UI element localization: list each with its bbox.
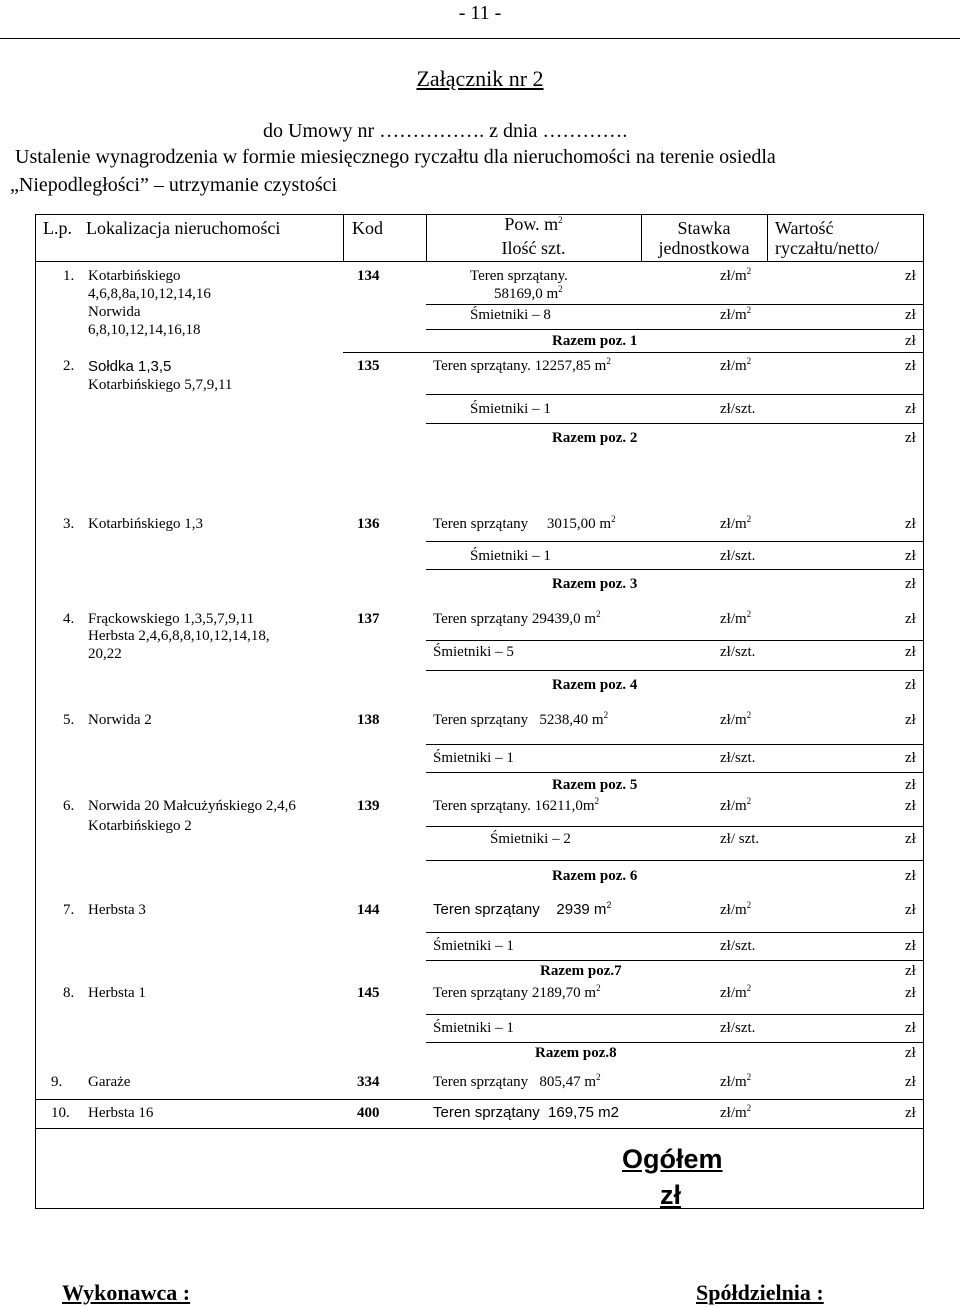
value-currency: zł [905, 307, 916, 323]
value-currency: zł [905, 750, 916, 766]
property-code: 334 [357, 1074, 380, 1090]
unit-rate: $zł/m^2$ [720, 710, 752, 728]
value-currency: zł [905, 798, 916, 814]
unit-rate: $zł/m^2$ [720, 356, 752, 374]
value-currency: zł [905, 985, 916, 1001]
header-location: Lokalizacja nieruchomości [86, 218, 281, 238]
location-line: Herbsta 2,4,6,8,8,10,12,14,18, [88, 628, 270, 644]
unit-rate: $zł/m^2$ [720, 900, 752, 918]
header-value-2: ryczałtu/netto/ [775, 238, 879, 258]
subtotal-label: Razem poz. 5 [552, 777, 638, 793]
subtotal-currency: zł [905, 333, 916, 349]
row-line [426, 744, 924, 745]
value-currency: zł [905, 401, 916, 417]
subtotal-label: Razem poz. 2 [552, 430, 638, 446]
item-label: Śmietniki – 1 [470, 548, 551, 564]
unit-rate: $zł/m^2$ [720, 1072, 752, 1090]
location-line: Herbsta 16 [88, 1105, 154, 1121]
row-line [426, 1042, 924, 1043]
item-label: Teren sprzątany. [470, 268, 568, 284]
subtotal-currency: zł [905, 1045, 916, 1061]
subtotal-label: Razem poz. 6 [552, 868, 638, 884]
unit-rate: zł/szt. [720, 1020, 756, 1036]
row-line [343, 352, 924, 353]
row-line [426, 1014, 924, 1015]
group-number: 3. [63, 516, 75, 532]
subtotal-label: Razem poz. 3 [552, 576, 638, 592]
value-currency: zł [905, 268, 916, 284]
row-line [426, 569, 924, 570]
item-label: Teren sprzątany 3015,00 $m^2$ [433, 514, 616, 532]
value-currency: zł [905, 644, 916, 660]
group-number: 9. [51, 1074, 63, 1090]
document-title: Załącznik nr 2 [416, 66, 544, 91]
item-label: Teren sprzątany 29439,0 $m^2$ [433, 609, 601, 627]
page-number: - 11 - [458, 2, 502, 24]
header-lp: L.p. [43, 218, 72, 238]
value-currency: zł [905, 1105, 916, 1121]
agreement-reference: do Umowy nr ……………. z dnia …………. [263, 120, 628, 142]
item-label: Śmietniki – 2 [490, 831, 571, 847]
row-line [426, 423, 924, 424]
location-line: Kotarbińskiego 1,3 [88, 516, 203, 532]
value-currency: zł [905, 516, 916, 532]
unit-rate: $zł/m^2$ [720, 266, 752, 284]
header-rate-2: jednostkowa [658, 238, 750, 258]
location-line: Kotarbińskiego 5,7,9,11 [88, 377, 233, 393]
value-currency: zł [905, 831, 916, 847]
item-label: Teren sprzątany. 12257,85 $m^2$ [433, 356, 611, 374]
group-number: 1. [63, 268, 75, 284]
group-number: 8. [63, 985, 75, 1001]
value-currency: zł [905, 712, 916, 728]
location-line: 6,8,10,12,14,16,18 [88, 322, 201, 338]
item-label: Śmietniki – 1 [470, 401, 551, 417]
item-label: Teren sprzątany 2189,70 $m^2$ [433, 983, 601, 1001]
unit-rate: zł/szt. [720, 548, 756, 564]
unit-rate: $zł/m^2$ [720, 796, 752, 814]
property-code: 138 [357, 712, 380, 728]
intro-line-2: Ustalenie wynagrodzenia w formie miesięcznego ryczałtu dla nieruchomości na terenie osiedla [15, 146, 776, 168]
row-line [426, 670, 924, 671]
header-code: Kod [352, 218, 383, 238]
grand-total-label: Ogółem [622, 1144, 723, 1174]
unit-rate: $zł/m^2$ [720, 609, 752, 627]
row-line [426, 772, 924, 773]
location-line: Kotarbińskiego [88, 268, 181, 284]
contractor-signature-label: Wykonawca : [62, 1280, 191, 1305]
subtotal-currency: zł [905, 963, 916, 979]
subtotal-label: Razem poz.7 [540, 963, 622, 979]
property-code: 144 [357, 902, 380, 918]
location-line: Kotarbińskiego 2 [88, 818, 192, 834]
group-number: 6. [63, 798, 75, 814]
item-label: Teren sprzątany. $16211,0m^2$ [433, 796, 600, 814]
header-rate: Stawka [677, 218, 731, 238]
row-line [426, 960, 924, 961]
subtotal-currency: zł [905, 868, 916, 884]
item-label: Śmietniki – 1 [433, 938, 514, 954]
col-divider [343, 214, 344, 261]
col-divider [767, 214, 768, 261]
row-line [35, 1128, 924, 1129]
group-number: 7. [63, 902, 75, 918]
unit-rate: $zł/m^2$ [720, 1103, 752, 1121]
property-code: 137 [357, 611, 380, 627]
item-label: 58169,0 $m^2$ [494, 284, 563, 302]
subtotal-label: Razem poz. 4 [552, 677, 638, 693]
row-line [426, 640, 924, 641]
subtotal-currency: zł [905, 777, 916, 793]
value-currency: zł [905, 548, 916, 564]
row-line [426, 541, 924, 542]
location-line: Herbsta 1 [88, 985, 146, 1001]
item-label: Śmietniki – 1 [433, 750, 514, 766]
cooperative-signature-label: Spółdzielnia : [696, 1280, 824, 1305]
item-label: Teren sprzątany 5238,40 $m^2$ [433, 710, 609, 728]
unit-rate: zł/szt. [720, 401, 756, 417]
location-line: Herbsta 3 [88, 902, 146, 918]
header-quantity: Ilość szt. [501, 238, 566, 258]
location-line: 4,6,8,8a,10,12,14,16 [88, 286, 211, 302]
item-label: Teren sprzątany 2939 $m^2$ [433, 900, 612, 918]
header-divider [35, 261, 924, 262]
unit-rate: zł/ szt. [720, 831, 760, 847]
group-number: 5. [63, 712, 75, 728]
location-line: Norwida 2 [88, 712, 152, 728]
unit-rate: $zł/m^2$ [720, 983, 752, 1001]
property-code: 139 [357, 798, 380, 814]
unit-rate: zł/szt. [720, 750, 756, 766]
subtotal-label: Razem poz.8 [535, 1045, 617, 1061]
location-line: Sołdka 1,3,5 [88, 358, 172, 375]
property-code: 400 [357, 1105, 380, 1121]
row-line [35, 1099, 924, 1100]
unit-rate: zł/szt. [720, 644, 756, 660]
subtotal-currency: zł [905, 430, 916, 446]
col-divider [426, 214, 427, 261]
property-code: 145 [357, 985, 380, 1001]
unit-rate: $zł/m^2$ [720, 305, 752, 323]
item-label: Śmietniki – 8 [470, 307, 551, 323]
location-line: Garaże [88, 1074, 131, 1090]
item-label: Śmietniki – 1 [433, 1020, 514, 1036]
row-line [426, 329, 924, 330]
value-currency: zł [905, 358, 916, 374]
subtotal-currency: zł [905, 576, 916, 592]
group-number: 2. [63, 358, 75, 374]
location-line: Norwida 20 Małcużyńskiego 2,4,6 [88, 798, 296, 814]
row-line [426, 860, 924, 861]
location-line: Frąckowskiego 1,3,5,7,9,11 [88, 611, 255, 627]
header-area: Pow. $m^2$ [504, 214, 563, 234]
row-line [426, 932, 924, 933]
group-number: 4. [63, 611, 75, 627]
row-line [426, 304, 924, 305]
subtotal-label: Razem poz. 1 [552, 333, 638, 349]
value-currency: zł [905, 1020, 916, 1036]
header-value: Wartość [775, 218, 834, 238]
item-label: Teren sprzątany 169,75 m2 [433, 1104, 619, 1121]
value-currency: zł [905, 938, 916, 954]
item-label: Śmietniki – 5 [433, 644, 514, 660]
location-line: 20,22 [88, 646, 122, 662]
property-code: 134 [357, 268, 380, 284]
unit-rate: zł/szt. [720, 938, 756, 954]
grand-total-currency: zł [660, 1180, 682, 1210]
property-code: 136 [357, 516, 380, 532]
row-line [426, 826, 924, 827]
location-line: Norwida [88, 304, 141, 320]
unit-rate: $zł/m^2$ [720, 514, 752, 532]
item-label: Teren sprzątany 805,47 $m^2$ [433, 1072, 601, 1090]
intro-line-3: „Niepodległości” – utrzymanie czystości [10, 174, 338, 196]
header-rule [0, 38, 960, 39]
value-currency: zł [905, 902, 916, 918]
property-code: 135 [357, 358, 380, 374]
value-currency: zł [905, 1074, 916, 1090]
subtotal-currency: zł [905, 677, 916, 693]
group-number: 10. [51, 1105, 70, 1121]
row-line [426, 394, 924, 395]
value-currency: zł [905, 611, 916, 627]
